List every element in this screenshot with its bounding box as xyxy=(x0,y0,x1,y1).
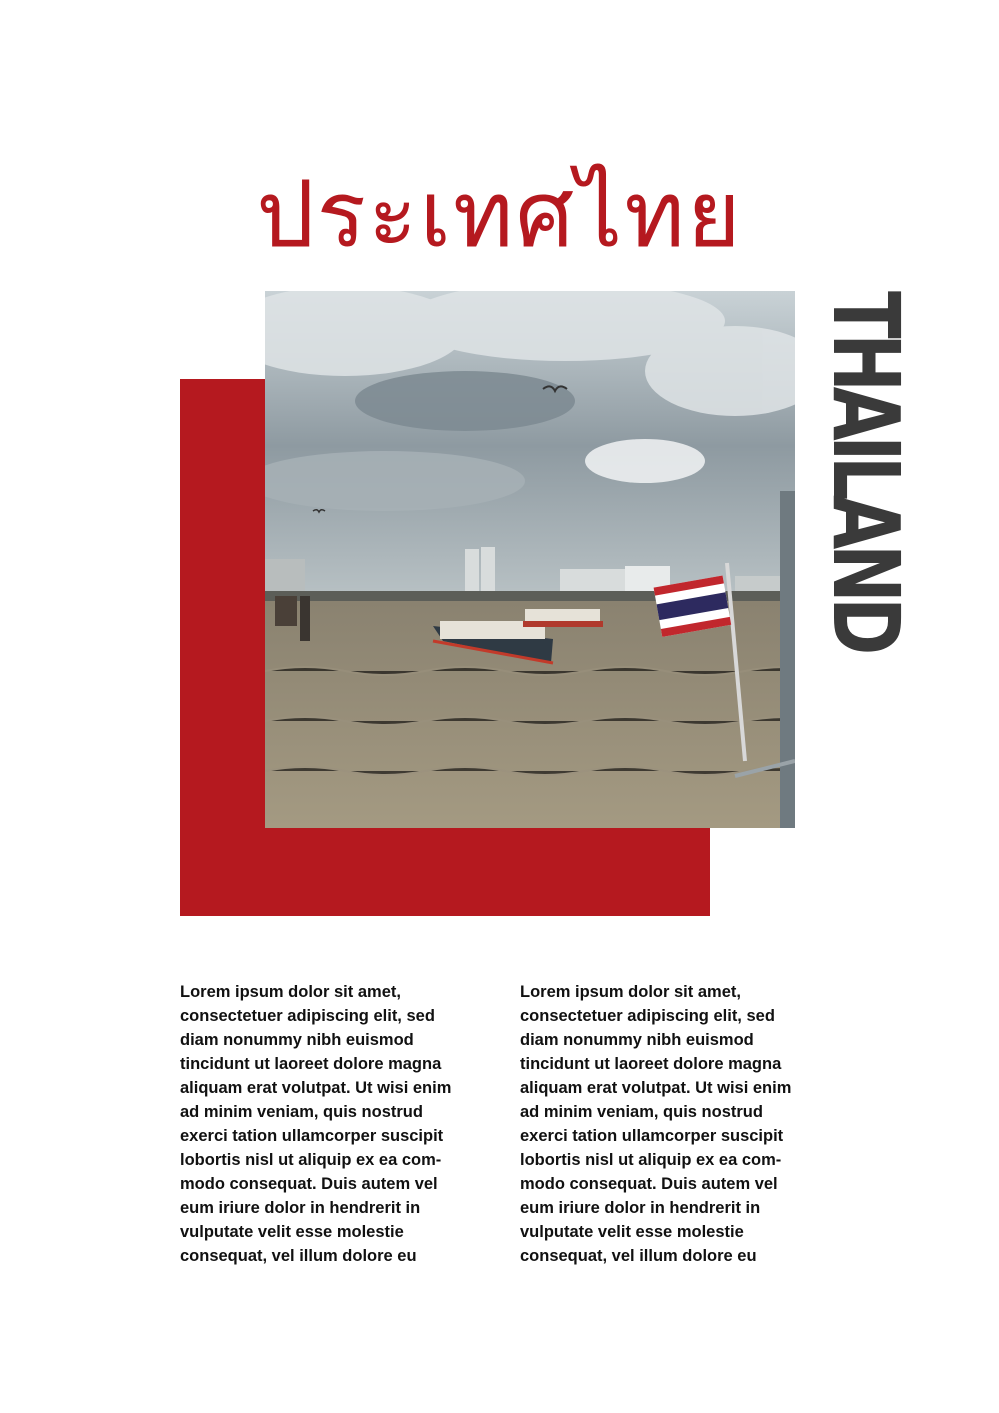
body-text-column-left: Lorem ipsum dolor sit amet, consectetuer adipiscing elit, sed diam nonummy nibh euismod tincidunt ut laoreet dolore magna aliquam erat volutpat. Ut wisi enim ad minim veniam, quis nostrud exerci tation ullamcorper suscipit lobortis nisl ut aliquip ex ea com- modo consequat. Duis autem vel eum iriure dolor in hendrerit in vulputate velit esse molestie consequat, vel illum dolore eu xyxy=(180,983,452,1265)
thai-title: ประเทศไทย xyxy=(256,161,743,268)
body-text-column-right: Lorem ipsum dolor sit amet, consectetuer adipiscing elit, sed diam nonummy nibh euismod tincidunt ut laoreet dolore magna aliquam erat volutpat. Ut wisi enim ad minim veniam, quis nostrud exerci tation ullamcorper suscipit lobortis nisl ut aliquip ex ea com- modo consequat. Duis autem vel eum iriure dolor in hendrerit in vulputate velit esse molestie consequat, vel illum dolore eu xyxy=(520,983,792,1265)
railing xyxy=(780,491,795,828)
pier-post xyxy=(300,596,310,641)
thailand-title-text: THAILAND xyxy=(812,291,919,651)
river-boat-photo xyxy=(265,291,795,828)
thailand-vertical-title xyxy=(810,291,920,751)
pier-post xyxy=(275,596,297,626)
ferry-boat-back xyxy=(523,609,603,627)
